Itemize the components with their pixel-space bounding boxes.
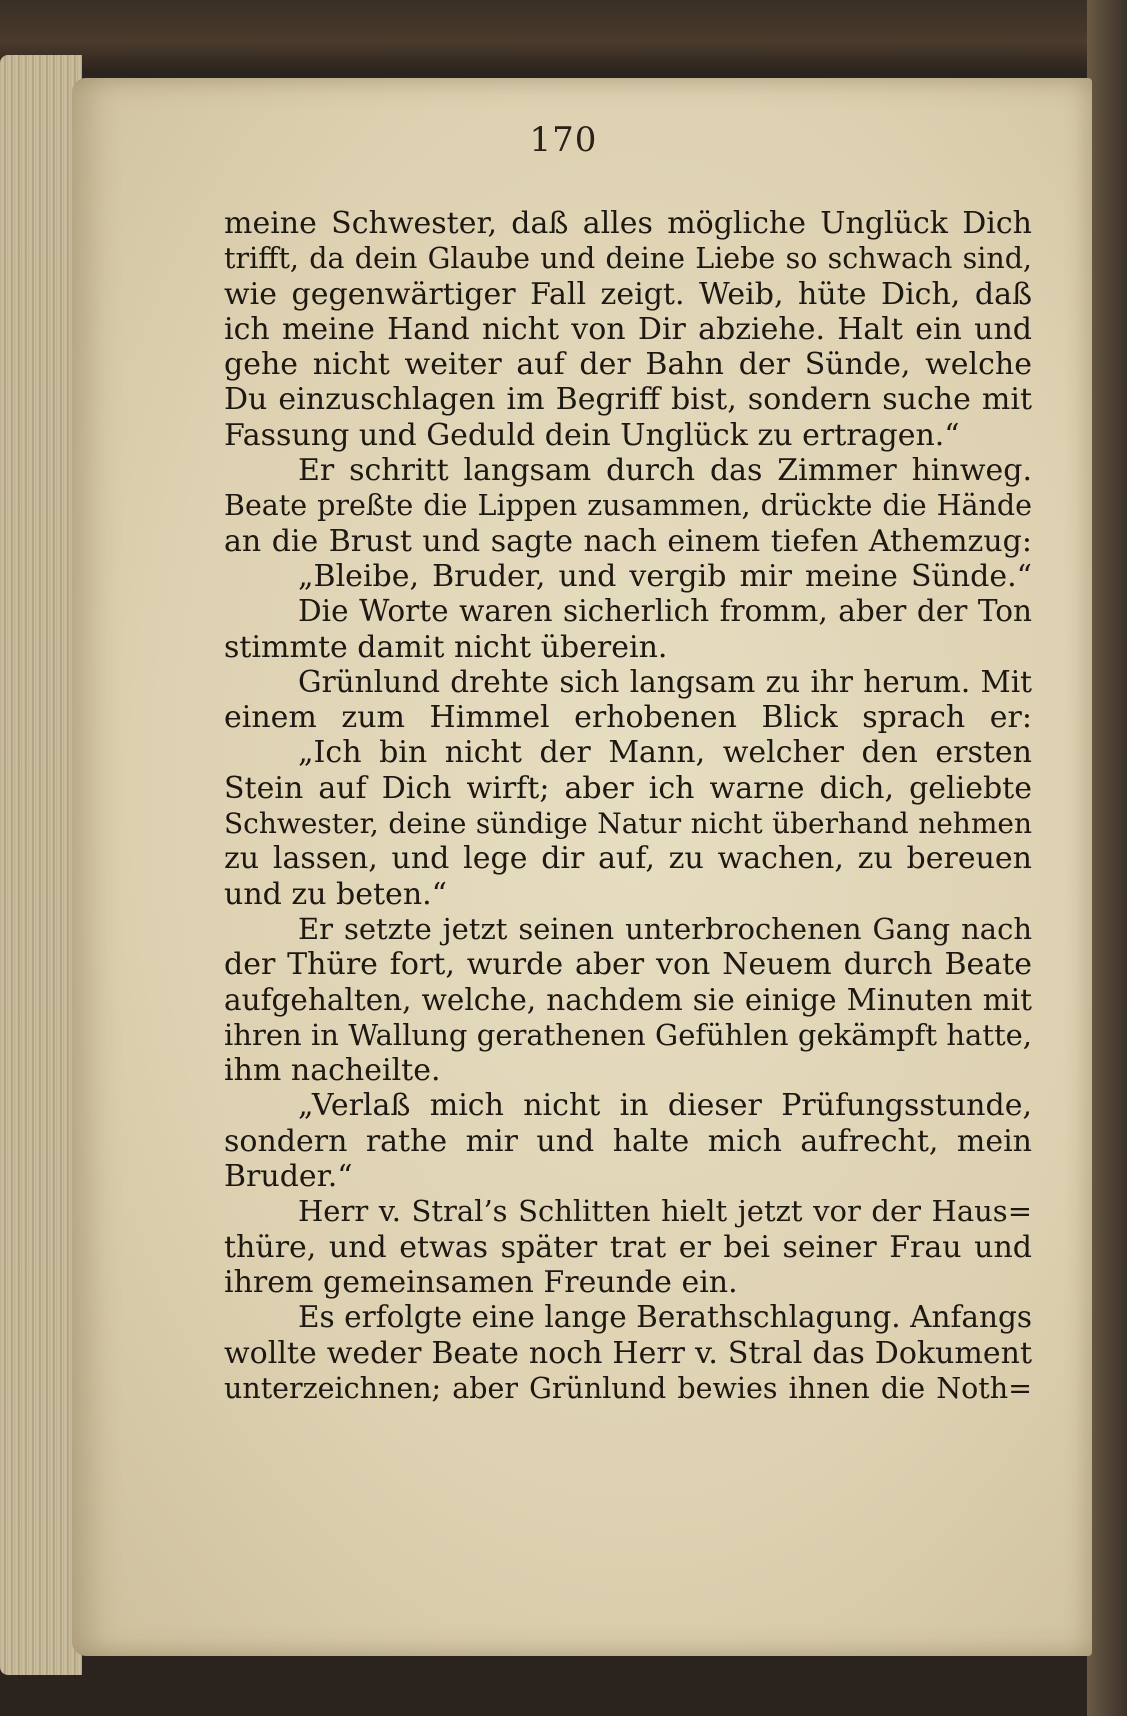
text-line: an die Brust und sagte nach einem tiefen Athemzug: xyxy=(224,523,1032,559)
text-line: Grünlund drehte sich langsam zu ihr herum. Mit xyxy=(298,664,1032,699)
text-line: Schwester, deine sündige Natur nicht überhand nehmen xyxy=(224,807,1032,841)
text-line: Herr v. Stral’s Schlitten hielt jetzt vor der Haus= xyxy=(298,1194,1032,1229)
text-line: „Verlaß mich nicht in dieser Prüfungsstunde, xyxy=(298,1088,1032,1124)
text-line: zu lassen, und lege dir auf, zu wachen, zu bereuen xyxy=(224,841,1032,877)
text-line: Fassung und Geduld dein Unglück zu ertragen.“ xyxy=(224,417,960,453)
text-line: Beate preßte die Lippen zusammen, drückte die Hände xyxy=(224,489,1032,523)
text-line: wie gegenwärtiger Fall zeigt. Weib, hüte Dich, daß xyxy=(224,276,1032,312)
text-line: meine Schwester, daß alles mögliche Unglück Dich xyxy=(224,206,1032,241)
text-line: Stein auf Dich wirft; aber ich warne dich, geliebte xyxy=(224,770,1032,806)
text-line: aufgehalten, welche, nachdem sie einige Minuten mit xyxy=(224,982,1032,1017)
text-line: „Bleibe, Bruder, und vergib mir meine Sünde.“ xyxy=(298,558,1032,594)
text-line: gehe nicht weiter auf der Bahn der Sünde, welche xyxy=(224,347,1032,383)
text-line: „Ich bin nicht der Mann, welcher den ersten xyxy=(298,735,1032,771)
text-line: Er setzte jetzt seinen unterbrochenen Gang nach xyxy=(298,911,1032,946)
text-line: Bruder.“ xyxy=(224,1159,353,1195)
page-number: 170 xyxy=(529,120,598,160)
text-line: Es erfolgte eine lange Berathschlagung. Anfangs xyxy=(298,1300,1032,1335)
text-line: Die Worte waren sicherlich fromm, aber der Ton xyxy=(298,594,1032,629)
text-line: einem zum Himmel erhobenen Blick sprach er: xyxy=(224,700,1032,736)
text-line: ihren in Wallung gerathenen Gefühlen gekämpft hatte, xyxy=(224,1017,1032,1052)
text-line: thüre, und etwas später trat er bei seiner Frau und xyxy=(224,1229,1032,1265)
text-line: wollte weder Beate noch Herr v. Stral das Dokument xyxy=(224,1335,1032,1371)
text-line: unterzeichnen; aber Grünlund bewies ihnen die Noth= xyxy=(224,1371,1032,1405)
text-line: stimmte damit nicht überein. xyxy=(224,629,668,665)
book-cover-top xyxy=(0,0,1127,70)
page-text xyxy=(224,206,1032,1406)
text-line: und zu beten.“ xyxy=(224,876,448,912)
text-line: ihm nacheilte. xyxy=(224,1053,441,1089)
text-line: Du einzuschlagen im Begriff bist, sondern suche mit xyxy=(224,382,1032,418)
text-line: trifft, da dein Glaube und deine Liebe so schwach sind, xyxy=(224,242,1032,276)
text-line: ihrem gemeinsamen Freunde ein. xyxy=(224,1264,738,1300)
text-line: der Thüre fort, wurde aber von Neuem durch Beate xyxy=(224,947,1032,983)
text-line: Er schritt langsam durch das Zimmer hinweg. xyxy=(298,453,1032,489)
page-edges xyxy=(0,55,82,1675)
book-cover-right xyxy=(1087,0,1127,1716)
text-line: ich meine Hand nicht von Dir abziehe. Halt ein und xyxy=(224,311,1032,347)
text-line: sondern rathe mir und halte mich aufrecht, mein xyxy=(224,1123,1032,1159)
